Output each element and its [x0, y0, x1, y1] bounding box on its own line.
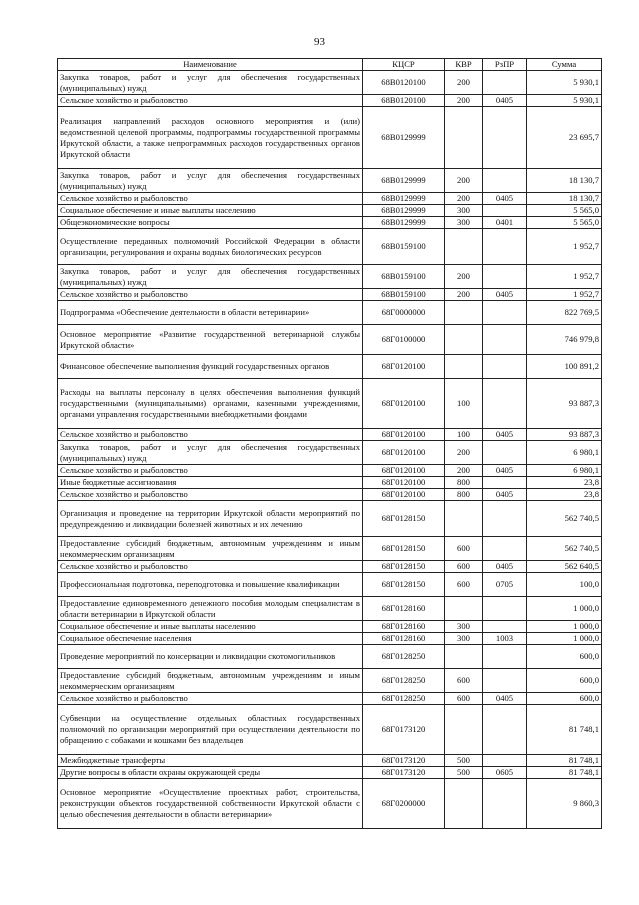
row-kcsr-cell: 68Г0128250	[363, 669, 445, 693]
table-row	[58, 325, 602, 355]
row-kvr-cell: 500	[445, 767, 483, 779]
row-rzpr-cell: 0405	[483, 561, 527, 573]
row-rzpr-cell	[483, 301, 527, 325]
row-rzpr-cell: 0405	[483, 95, 527, 107]
row-name-cell: Подпрограмма «Обеспечение деятельности в области ветеринарии»	[58, 301, 363, 325]
row-rzpr-cell	[483, 477, 527, 489]
header-sum: Сумма	[527, 59, 602, 71]
row-kvr-cell	[445, 107, 483, 169]
row-name-cell: Сельское хозяйство и рыболовство	[58, 95, 363, 107]
row-kvr-cell	[445, 325, 483, 355]
row-name-cell: Общеэкономические вопросы	[58, 217, 363, 229]
row-kcsr-cell: 68Г0128150	[363, 501, 445, 537]
row-rzpr-cell	[483, 779, 527, 829]
table-row	[58, 669, 602, 693]
row-sum-cell: 81 748,1	[527, 755, 602, 767]
row-rzpr-cell	[483, 265, 527, 289]
row-kvr-cell: 600	[445, 561, 483, 573]
row-rzpr-cell: 0705	[483, 573, 527, 597]
row-name-cell: Профессиональная подготовка, переподготовка и повышение квалификации	[58, 573, 363, 597]
row-kcsr-cell: 68В0120100	[363, 71, 445, 95]
row-name-cell: Другие вопросы в области охраны окружающей среды	[58, 767, 363, 779]
row-kvr-cell: 600	[445, 693, 483, 705]
row-sum-cell: 1 952,7	[527, 229, 602, 265]
row-kcsr-cell: 68Г0200000	[363, 779, 445, 829]
row-name-cell: Проведение мероприятий по консервации и ликвидации скотомогильников	[58, 645, 363, 669]
row-kvr-cell: 500	[445, 755, 483, 767]
row-sum-cell: 1 000,0	[527, 621, 602, 633]
row-kvr-cell	[445, 355, 483, 379]
table-row	[58, 465, 602, 477]
row-rzpr-cell	[483, 205, 527, 217]
row-name-cell: Сельское хозяйство и рыболовство	[58, 465, 363, 477]
row-kcsr-cell: 68Г0120100	[363, 465, 445, 477]
row-name-cell: Предоставление субсидий бюджетным, автономным учреждениям и иным некоммерческим организациям	[58, 669, 363, 693]
row-name-cell: Закупка товаров, работ и услуг для обеспечения государственных (муниципальных) нужд	[58, 169, 363, 193]
row-sum-cell: 6 980,1	[527, 465, 602, 477]
row-sum-cell: 1 952,7	[527, 265, 602, 289]
row-name-cell: Сельское хозяйство и рыболовство	[58, 561, 363, 573]
table-row	[58, 597, 602, 621]
row-kvr-cell: 200	[445, 441, 483, 465]
row-kcsr-cell: 68В0159100	[363, 229, 445, 265]
row-rzpr-cell	[483, 537, 527, 561]
row-kcsr-cell: 68В0129999	[363, 107, 445, 169]
row-kvr-cell: 600	[445, 537, 483, 561]
row-kvr-cell: 800	[445, 489, 483, 501]
table-row	[58, 633, 602, 645]
row-sum-cell: 81 748,1	[527, 767, 602, 779]
row-sum-cell: 5 565,0	[527, 217, 602, 229]
row-kvr-cell: 100	[445, 379, 483, 429]
row-kvr-cell: 200	[445, 265, 483, 289]
budget-table	[57, 58, 602, 829]
row-name-cell: Основное мероприятие «Осуществление проектных работ, строительства, реконструкции объектов государственной собственности Иркутской области с целью обеспечения деятельности в области ветеринарии»	[58, 779, 363, 829]
row-name-cell: Предоставление единовременного денежного пособия молодым специалистам в области ветеринарии в Иркутской области	[58, 597, 363, 621]
row-kvr-cell	[445, 779, 483, 829]
row-name-cell: Социальное обеспечение населения	[58, 633, 363, 645]
table-row	[58, 537, 602, 561]
row-sum-cell: 93 887,3	[527, 429, 602, 441]
row-kvr-cell: 300	[445, 205, 483, 217]
row-kcsr-cell: 68В0129999	[363, 193, 445, 205]
row-sum-cell: 822 769,5	[527, 301, 602, 325]
row-sum-cell: 5 930,1	[527, 95, 602, 107]
row-sum-cell: 1 952,7	[527, 289, 602, 301]
row-rzpr-cell: 0405	[483, 193, 527, 205]
table-row	[58, 301, 602, 325]
row-kcsr-cell: 68В0129999	[363, 205, 445, 217]
row-sum-cell: 5 565,0	[527, 205, 602, 217]
table-row	[58, 355, 602, 379]
row-rzpr-cell: 0405	[483, 693, 527, 705]
row-name-cell: Реализация направлений расходов основного мероприятия и (или) ведомственной целевой программы, подпрограммы государственной программы Иркутской области, а также непрограммных расходов государственных органов Иркутской области	[58, 107, 363, 169]
table-row	[58, 289, 602, 301]
row-name-cell: Осуществление переданных полномочий Российской Федерации в области организации, регулирования и охраны водных биологических ресурсов	[58, 229, 363, 265]
table-row	[58, 95, 602, 107]
table-row	[58, 573, 602, 597]
row-kvr-cell: 300	[445, 621, 483, 633]
row-kvr-cell: 600	[445, 573, 483, 597]
row-kcsr-cell: 68Г0173120	[363, 705, 445, 755]
row-kcsr-cell: 68Г0128150	[363, 537, 445, 561]
row-kcsr-cell: 68Г0100000	[363, 325, 445, 355]
row-name-cell: Основное мероприятие «Развитие государственной ветеринарной службы Иркутской области»	[58, 325, 363, 355]
table-row	[58, 441, 602, 465]
row-sum-cell: 562 740,5	[527, 537, 602, 561]
row-kvr-cell	[445, 597, 483, 621]
row-rzpr-cell: 0405	[483, 289, 527, 301]
row-name-cell: Межбюджетные трансферты	[58, 755, 363, 767]
row-name-cell: Сельское хозяйство и рыболовство	[58, 289, 363, 301]
row-kcsr-cell: 68Г0173120	[363, 755, 445, 767]
row-rzpr-cell: 1003	[483, 633, 527, 645]
row-name-cell: Закупка товаров, работ и услуг для обеспечения государственных (муниципальных) нужд	[58, 265, 363, 289]
row-name-cell: Субвенции на осуществление отдельных областных государственных полномочий по организации мероприятий при осуществлении деятельности по обращению с собаками и кошками без владельцев	[58, 705, 363, 755]
row-sum-cell: 18 130,7	[527, 169, 602, 193]
row-name-cell: Сельское хозяйство и рыболовство	[58, 489, 363, 501]
row-sum-cell: 600,0	[527, 693, 602, 705]
table-row	[58, 379, 602, 429]
row-name-cell: Сельское хозяйство и рыболовство	[58, 193, 363, 205]
table-row	[58, 705, 602, 755]
table-row	[58, 193, 602, 205]
row-sum-cell: 600,0	[527, 645, 602, 669]
row-name-cell: Организация и проведение на территории Иркутской области мероприятий по предупреждению и ликвидации болезней животных и их лечению	[58, 501, 363, 537]
row-rzpr-cell	[483, 705, 527, 755]
row-name-cell: Финансовое обеспечение выполнения функций государственных органов	[58, 355, 363, 379]
header-kvr: КВР	[445, 59, 483, 71]
table-row	[58, 561, 602, 573]
row-sum-cell: 100,0	[527, 573, 602, 597]
table-row	[58, 205, 602, 217]
row-name-cell: Сельское хозяйство и рыболовство	[58, 429, 363, 441]
row-rzpr-cell	[483, 169, 527, 193]
row-rzpr-cell: 0405	[483, 429, 527, 441]
row-kvr-cell: 300	[445, 633, 483, 645]
table-row	[58, 265, 602, 289]
row-sum-cell: 5 930,1	[527, 71, 602, 95]
row-rzpr-cell	[483, 229, 527, 265]
table-row	[58, 501, 602, 537]
row-kcsr-cell: 68Г0120100	[363, 429, 445, 441]
row-rzpr-cell: 0405	[483, 489, 527, 501]
row-sum-cell: 23 695,7	[527, 107, 602, 169]
row-kcsr-cell: 68В0120100	[363, 95, 445, 107]
row-rzpr-cell	[483, 597, 527, 621]
row-name-cell: Закупка товаров, работ и услуг для обеспечения государственных (муниципальных) нужд	[58, 441, 363, 465]
row-kcsr-cell: 68В0159100	[363, 289, 445, 301]
row-sum-cell: 562 740,5	[527, 501, 602, 537]
row-sum-cell: 746 979,8	[527, 325, 602, 355]
row-kvr-cell	[445, 229, 483, 265]
row-kvr-cell: 200	[445, 169, 483, 193]
table-row	[58, 693, 602, 705]
row-kcsr-cell: 68Г0128160	[363, 597, 445, 621]
row-rzpr-cell: 0405	[483, 465, 527, 477]
row-kcsr-cell: 68В0129999	[363, 169, 445, 193]
row-kcsr-cell: 68Г0000000	[363, 301, 445, 325]
row-kcsr-cell: 68В0129999	[363, 217, 445, 229]
row-kvr-cell: 200	[445, 289, 483, 301]
row-rzpr-cell	[483, 645, 527, 669]
row-kvr-cell	[445, 705, 483, 755]
table-row	[58, 169, 602, 193]
row-kcsr-cell: 68Г0128160	[363, 621, 445, 633]
row-kvr-cell: 200	[445, 95, 483, 107]
page-number: 93	[314, 36, 325, 48]
row-rzpr-cell	[483, 621, 527, 633]
row-rzpr-cell	[483, 669, 527, 693]
row-kcsr-cell: 68Г0128250	[363, 645, 445, 669]
row-rzpr-cell	[483, 379, 527, 429]
row-name-cell: Сельское хозяйство и рыболовство	[58, 693, 363, 705]
row-name-cell: Расходы на выплаты персоналу в целях обеспечения выполнения функций государственными (муниципальными) органами, казенными учреждениями, органами управления государственными внебюджетными фондами	[58, 379, 363, 429]
row-kvr-cell	[445, 501, 483, 537]
row-sum-cell: 562 640,5	[527, 561, 602, 573]
row-rzpr-cell	[483, 107, 527, 169]
row-rzpr-cell	[483, 71, 527, 95]
row-kcsr-cell: 68Г0120100	[363, 355, 445, 379]
row-name-cell: Социальное обеспечение и иные выплаты населению	[58, 621, 363, 633]
row-kvr-cell: 200	[445, 193, 483, 205]
row-kcsr-cell: 68Г0128150	[363, 573, 445, 597]
table-row	[58, 107, 602, 169]
row-name-cell: Социальное обеспечение и иные выплаты населению	[58, 205, 363, 217]
row-sum-cell: 23,8	[527, 489, 602, 501]
row-kcsr-cell: 68Г0128160	[363, 633, 445, 645]
row-sum-cell: 9 860,3	[527, 779, 602, 829]
header-kcsr: КЦСР	[363, 59, 445, 71]
table-header-row	[58, 59, 602, 71]
row-kvr-cell: 800	[445, 477, 483, 489]
row-sum-cell: 600,0	[527, 669, 602, 693]
table-row	[58, 767, 602, 779]
row-rzpr-cell	[483, 755, 527, 767]
row-rzpr-cell: 0605	[483, 767, 527, 779]
table-row	[58, 217, 602, 229]
row-rzpr-cell	[483, 441, 527, 465]
row-kvr-cell: 200	[445, 465, 483, 477]
row-kcsr-cell: 68Г0120100	[363, 379, 445, 429]
row-kcsr-cell: 68Г0120100	[363, 477, 445, 489]
row-kcsr-cell: 68Г0128250	[363, 693, 445, 705]
row-sum-cell: 100 891,2	[527, 355, 602, 379]
row-sum-cell: 6 980,1	[527, 441, 602, 465]
row-sum-cell: 93 887,3	[527, 379, 602, 429]
row-name-cell: Предоставление субсидий бюджетным, автономным учреждениям и иным некоммерческим организациям	[58, 537, 363, 561]
row-kvr-cell	[445, 645, 483, 669]
table-row	[58, 229, 602, 265]
row-kvr-cell: 200	[445, 71, 483, 95]
row-name-cell: Закупка товаров, работ и услуг для обеспечения государственных (муниципальных) нужд	[58, 71, 363, 95]
header-rzpr: РзПР	[483, 59, 527, 71]
row-sum-cell: 1 000,0	[527, 633, 602, 645]
row-sum-cell: 23,8	[527, 477, 602, 489]
row-sum-cell: 81 748,1	[527, 705, 602, 755]
row-sum-cell: 18 130,7	[527, 193, 602, 205]
table-row	[58, 477, 602, 489]
table-row	[58, 489, 602, 501]
table-row	[58, 621, 602, 633]
row-rzpr-cell	[483, 501, 527, 537]
row-rzpr-cell	[483, 325, 527, 355]
table-row	[58, 645, 602, 669]
table-row	[58, 71, 602, 95]
row-kvr-cell: 600	[445, 669, 483, 693]
row-kcsr-cell: 68В0159100	[363, 265, 445, 289]
row-rzpr-cell	[483, 355, 527, 379]
table-row	[58, 779, 602, 829]
row-kcsr-cell: 68Г0120100	[363, 441, 445, 465]
row-kcsr-cell: 68Г0128150	[363, 561, 445, 573]
row-kvr-cell: 300	[445, 217, 483, 229]
table-row	[58, 755, 602, 767]
row-sum-cell: 1 000,0	[527, 597, 602, 621]
row-kcsr-cell: 68Г0173120	[363, 767, 445, 779]
header-name: Наименование	[58, 59, 363, 71]
table-row	[58, 429, 602, 441]
table-body	[58, 71, 602, 829]
row-rzpr-cell: 0401	[483, 217, 527, 229]
row-kvr-cell	[445, 301, 483, 325]
row-kvr-cell: 100	[445, 429, 483, 441]
row-name-cell: Иные бюджетные ассигнования	[58, 477, 363, 489]
row-kcsr-cell: 68Г0120100	[363, 489, 445, 501]
